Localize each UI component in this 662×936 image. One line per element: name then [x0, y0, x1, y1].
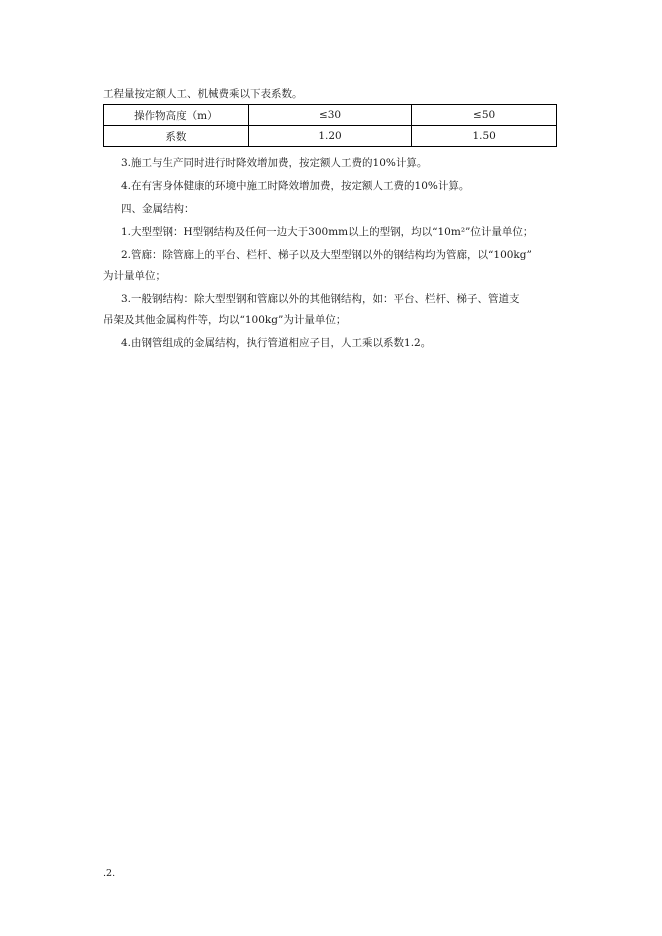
- table-header-row: [104, 105, 557, 126]
- coefficient-table: [103, 104, 557, 147]
- table-cell: 1.20: [248, 126, 412, 147]
- intro-text: 工程量按定额人工、机械费乘以下表系数。: [103, 88, 303, 100]
- metal-item-3-line-2: 吊架及其他金属构件等，均以“100kg”为计量单位；: [103, 314, 347, 326]
- metal-item-2-line-1: 2.管廊：除管廊上的平台、栏杆、梯子以及大型型钢以外的钢结构均为管廊，以“100kg”: [121, 249, 532, 261]
- table-cell: 操作物高度（m）: [104, 105, 249, 126]
- table-row: [104, 126, 557, 147]
- item-4: 4.在有害身体健康的环境中施工时降效增加费，按定额人工费的10%计算。: [121, 180, 470, 192]
- table-cell: ≤50: [412, 105, 557, 126]
- metal-item-4: 4.由钢管组成的金属结构，执行管道相应子目，人工乘以系数1.2。: [121, 337, 432, 349]
- metal-item-3-line-1: 3.一般钢结构：除大型型钢和管廊以外的其他钢结构，如：平台、栏杆、梯子、管道支: [121, 293, 520, 305]
- table-cell: 1.50: [412, 126, 557, 147]
- section-heading: 四、金属结构：: [121, 203, 195, 215]
- metal-item-1: 1.大型型钢：H型钢结构及任何一边大于300mm以上的型钢，均以“10m²”位计量单位；: [121, 226, 534, 238]
- item-3: 3.施工与生产同时进行时降效增加费，按定额人工费的10%计算。: [121, 157, 428, 169]
- table-cell: ≤30: [248, 105, 412, 126]
- metal-item-2-line-2: 为计量单位；: [103, 270, 166, 282]
- page-number: .2.: [103, 868, 116, 879]
- table-cell: 系数: [104, 126, 249, 147]
